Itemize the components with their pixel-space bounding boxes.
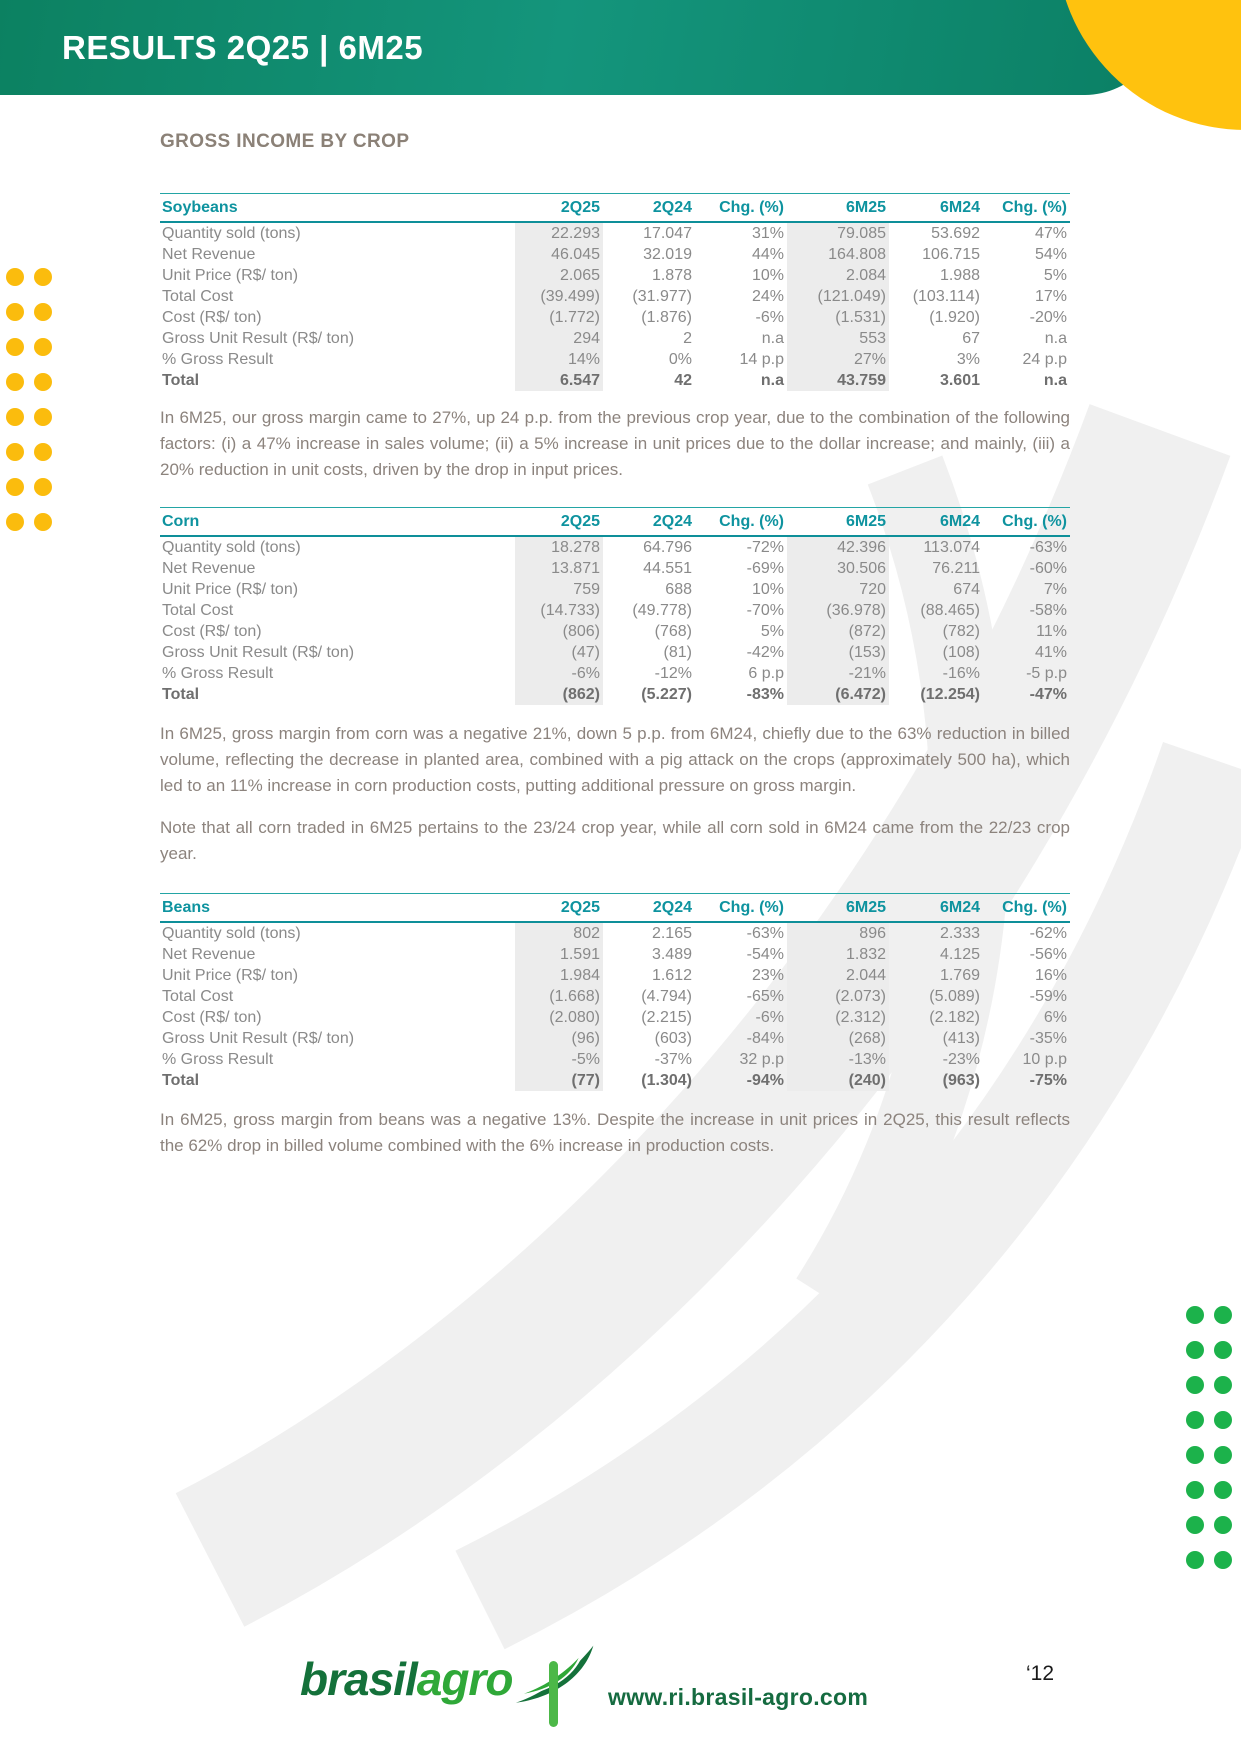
cell-value: (2.073) (787, 986, 889, 1007)
green-dots-decoration (1186, 1306, 1232, 1569)
cell-value: 896 (787, 922, 889, 944)
dot (6, 303, 24, 321)
logo-text-brasil: brasil (300, 1653, 417, 1705)
table-row (160, 922, 1070, 944)
table-row (160, 684, 1070, 705)
row-label: Net Revenue (162, 560, 256, 577)
row-label: Cost (R$/ ton) (162, 309, 262, 326)
row-label: Quantity sold (tons) (162, 539, 301, 556)
cell-value: -47% (1029, 686, 1067, 703)
cell-value: (862) (515, 684, 603, 705)
dot (1214, 1341, 1232, 1359)
soybeans-table (160, 193, 1070, 391)
cell-value: -56% (1029, 946, 1067, 963)
column-header: 2Q24 (603, 194, 695, 223)
row-label: Total (162, 686, 200, 703)
cell-value: 720 (787, 579, 889, 600)
footer-divider-bar (549, 1661, 558, 1727)
cell-value: 802 (515, 922, 603, 944)
table-row (160, 621, 1070, 642)
cell-value: 759 (515, 579, 603, 600)
cell-value: -65% (746, 988, 784, 1005)
dot (34, 373, 52, 391)
cell-value: -37% (654, 1051, 692, 1068)
table-header-row (160, 194, 1070, 223)
row-label: Net Revenue (162, 946, 256, 963)
cell-value: 76.211 (932, 560, 980, 577)
page-number: ‘12 (1026, 1662, 1055, 1685)
table-row (160, 370, 1070, 391)
cell-value: -84% (746, 1030, 784, 1047)
cell-value: 13.871 (515, 558, 603, 579)
cell-value: 44% (751, 246, 784, 263)
cell-value: 688 (665, 581, 692, 598)
dot (6, 513, 24, 531)
cell-value: 1.769 (939, 967, 980, 984)
dot (34, 478, 52, 496)
cell-value: (768) (654, 623, 692, 640)
cell-value: (603) (654, 1030, 692, 1047)
dot (1186, 1516, 1204, 1534)
yellow-dots-decoration (6, 268, 52, 531)
cell-value: -6% (755, 1009, 784, 1026)
row-label: Total Cost (162, 988, 234, 1005)
cell-value: 27% (787, 349, 889, 370)
cell-value: -13% (787, 1049, 889, 1070)
row-label: Total Cost (162, 602, 234, 619)
cell-value: -42% (746, 644, 784, 661)
cell-value: (5.089) (929, 988, 980, 1005)
cell-value: 1.612 (651, 967, 692, 984)
dot (1186, 1411, 1204, 1429)
column-header: Chg. (%) (695, 894, 787, 923)
cell-value: 17.047 (643, 225, 692, 242)
content-column (160, 0, 1070, 1159)
cell-value: (806) (515, 621, 603, 642)
cell-value: 14% (515, 349, 603, 370)
cell-value: (2.182) (929, 1009, 980, 1026)
cell-value: 79.085 (787, 222, 889, 244)
column-header: Chg. (%) (983, 508, 1070, 537)
column-header: Chg. (%) (983, 894, 1070, 923)
cell-value: 5% (760, 623, 784, 640)
row-label: % Gross Result (162, 1051, 274, 1068)
row-label: Unit Price (R$/ ton) (162, 581, 299, 598)
cell-value: 10 p.p (1022, 1051, 1067, 1068)
cell-value: -54% (746, 946, 784, 963)
dot (1214, 1376, 1232, 1394)
cell-value: (268) (787, 1028, 889, 1049)
cell-value: 32 p.p (739, 1051, 784, 1068)
column-header: 6M25 (787, 508, 889, 537)
cell-value: -72% (746, 539, 784, 556)
cell-value: n.a (761, 330, 784, 347)
table-row (160, 1070, 1070, 1091)
cell-value: 1.878 (651, 267, 692, 284)
column-header: Chg. (%) (983, 194, 1070, 223)
cell-value: (240) (787, 1070, 889, 1091)
cell-value: 44.551 (643, 560, 692, 577)
cell-value: (81) (663, 644, 692, 661)
corn-table (160, 507, 1070, 705)
cell-value: 294 (515, 328, 603, 349)
cell-value: 164.808 (787, 244, 889, 265)
dot (1186, 1481, 1204, 1499)
cell-value: 64.796 (643, 539, 692, 556)
cell-value: n.a (760, 372, 784, 389)
row-label: Total Cost (162, 288, 234, 305)
table-row (160, 244, 1070, 265)
dot (6, 268, 24, 286)
cell-value: 18.278 (515, 536, 603, 558)
column-header: 6M24 (889, 894, 983, 923)
table-row (160, 1049, 1070, 1070)
column-header: 6M24 (889, 508, 983, 537)
dot (1214, 1446, 1232, 1464)
cell-value: -60% (1029, 560, 1067, 577)
cell-value: (6.472) (787, 684, 889, 705)
cell-value: -94% (746, 1072, 784, 1089)
cell-value: -23% (942, 1051, 980, 1068)
logo-text-agro: agro (416, 1653, 513, 1705)
column-header: 6M25 (787, 894, 889, 923)
cell-value: 54% (1034, 246, 1067, 263)
row-label: Unit Price (R$/ ton) (162, 967, 299, 984)
table-row (160, 286, 1070, 307)
column-header: Chg. (%) (695, 508, 787, 537)
cell-value: 1.984 (515, 965, 603, 986)
cell-value: -5% (515, 1049, 603, 1070)
column-header: 2Q25 (515, 508, 603, 537)
cell-value: 32.019 (643, 246, 692, 263)
table-row (160, 579, 1070, 600)
cell-value: 31% (751, 225, 784, 242)
cell-value: (77) (515, 1070, 603, 1091)
cell-value: 10% (751, 267, 784, 284)
cell-value: 53.692 (931, 225, 980, 242)
cell-value: 42.396 (787, 536, 889, 558)
dot (1214, 1551, 1232, 1569)
cell-value: 4.125 (939, 946, 980, 963)
cell-value: 24 p.p (1022, 351, 1067, 368)
dot (1186, 1306, 1204, 1324)
cell-value: 6.547 (515, 370, 603, 391)
cell-value: (5.227) (641, 686, 692, 703)
row-label: Cost (R$/ ton) (162, 1009, 262, 1026)
dot (6, 478, 24, 496)
cell-value: 67 (962, 330, 980, 347)
row-label: % Gross Result (162, 351, 274, 368)
dot (1214, 1306, 1232, 1324)
cell-value: -5 p.p (1026, 665, 1067, 682)
table-row (160, 222, 1070, 244)
cell-value: -63% (746, 925, 784, 942)
column-header: 2Q25 (515, 194, 603, 223)
column-header: 2Q24 (603, 508, 695, 537)
table-row (160, 663, 1070, 684)
cell-value: 2.084 (787, 265, 889, 286)
cell-value: (39.499) (515, 286, 603, 307)
cell-value: -12% (654, 665, 692, 682)
cell-value: (96) (515, 1028, 603, 1049)
column-header: 6M24 (889, 194, 983, 223)
cell-value: 46.045 (515, 244, 603, 265)
cell-value: 43.759 (787, 370, 889, 391)
dot (1186, 1551, 1204, 1569)
row-label: % Gross Result (162, 665, 274, 682)
cell-value: (103.114) (912, 288, 980, 305)
cell-value: 3.601 (939, 372, 980, 389)
cell-value: (88.465) (920, 602, 980, 619)
cell-value: 5% (1043, 267, 1067, 284)
cell-value: -75% (1029, 1072, 1067, 1089)
column-header: 6M25 (787, 194, 889, 223)
table-row (160, 328, 1070, 349)
dot (34, 408, 52, 426)
table-row (160, 965, 1070, 986)
cell-value: (2.215) (641, 1009, 692, 1026)
cell-value: 7% (1043, 581, 1067, 598)
cell-value: 6 p.p (748, 665, 784, 682)
cell-value: (1.531) (787, 307, 889, 328)
dot (1214, 1516, 1232, 1534)
cell-value: -21% (787, 663, 889, 684)
cell-value: (36.978) (787, 600, 889, 621)
cell-value: (782) (942, 623, 980, 640)
row-label: Gross Unit Result (R$/ ton) (162, 644, 355, 661)
logo-text (300, 1653, 513, 1705)
table-header-row (160, 894, 1070, 923)
table-row (160, 600, 1070, 621)
cell-value: (47) (515, 642, 603, 663)
table-row (160, 1007, 1070, 1028)
dot (6, 443, 24, 461)
row-label: Unit Price (R$/ ton) (162, 267, 299, 284)
column-header: 2Q24 (603, 894, 695, 923)
cell-value: (1.668) (515, 986, 603, 1007)
dot (1214, 1411, 1232, 1429)
column-header: 2Q25 (515, 894, 603, 923)
cell-value: -69% (746, 560, 784, 577)
cell-value: (1.876) (641, 309, 692, 326)
corn-commentary: In 6M25, gross margin from corn was a negative 21%, down 5 p.p. from 6M24, chiefly due to the 63% reduction in billed volume, reflecting the decrease in planted area, combined with a pig attack on the crops (approximately 500 ha), which led to an 11% increase in corn production costs, putting additional pressure on gross margin. (160, 724, 1070, 795)
row-label: Quantity sold (tons) (162, 225, 301, 242)
table-row (160, 944, 1070, 965)
cell-value: 674 (953, 581, 980, 598)
cell-value: -20% (1029, 309, 1067, 326)
cell-value: (1.304) (641, 1072, 692, 1089)
cell-value: 41% (1034, 644, 1067, 661)
cell-value: (4.794) (641, 988, 692, 1005)
cell-value: 2.065 (515, 265, 603, 286)
dot (34, 443, 52, 461)
cell-value: 106.715 (922, 246, 980, 263)
row-label: Total (162, 372, 200, 389)
cell-value: 2.165 (651, 925, 692, 942)
row-label: Net Revenue (162, 246, 256, 263)
dot (34, 513, 52, 531)
dot (6, 408, 24, 426)
row-label: Gross Unit Result (R$/ ton) (162, 330, 355, 347)
cell-value: 42 (674, 372, 692, 389)
cell-value: (153) (787, 642, 889, 663)
section-title: GROSS INCOME BY CROP (160, 131, 410, 152)
page-title: RESULTS 2Q25 | 6M25 (62, 28, 424, 66)
cell-value: 1.832 (787, 944, 889, 965)
table-title: Beans (160, 894, 515, 923)
cell-value: (121.049) (787, 286, 889, 307)
beans-table (160, 893, 1070, 1091)
cell-value: -6% (515, 663, 603, 684)
cell-value: 2.333 (939, 925, 980, 942)
dot (1186, 1446, 1204, 1464)
cell-value: (963) (942, 1072, 980, 1089)
cell-value: (12.254) (920, 686, 980, 703)
cell-value: -6% (755, 309, 784, 326)
cell-value: n.a (1044, 330, 1067, 347)
cell-value: 3.489 (651, 946, 692, 963)
cell-value: 47% (1034, 225, 1067, 242)
corn-note: Note that all corn traded in 6M25 pertains to the 23/24 crop year, while all corn sold in 6M24 came from the 22/23 crop year. (160, 818, 1070, 863)
cell-value: (2.312) (787, 1007, 889, 1028)
cell-value: -70% (746, 602, 784, 619)
cell-value: (14.733) (515, 600, 603, 621)
cell-value: 553 (787, 328, 889, 349)
table-row (160, 986, 1070, 1007)
table-row (160, 536, 1070, 558)
footer-url: www.ri.brasil-agro.com (608, 1684, 869, 1710)
cell-value: 2 (683, 330, 692, 347)
row-label: Quantity sold (tons) (162, 925, 301, 942)
cell-value: 16% (1034, 967, 1067, 984)
cell-value: 0% (668, 351, 692, 368)
column-header: Chg. (%) (695, 194, 787, 223)
cell-value: 1.988 (939, 267, 980, 284)
cell-value: (413) (942, 1030, 980, 1047)
dot (1186, 1376, 1204, 1394)
table-row (160, 265, 1070, 286)
table-row (160, 558, 1070, 579)
row-label: Gross Unit Result (R$/ ton) (162, 1030, 355, 1047)
table-row (160, 642, 1070, 663)
cell-value: 3% (956, 351, 980, 368)
dot (34, 338, 52, 356)
cell-value: 113.074 (923, 539, 980, 556)
cell-value: 22.293 (515, 222, 603, 244)
cell-value: (1.772) (515, 307, 603, 328)
soybeans-commentary: In 6M25, our gross margin came to 27%, up 24 p.p. from the previous crop year, due to the combination of the following factors: (i) a 47% increase in sales volume; (ii) a 5% increase in unit prices due to the dollar increase; and mainly, (iii) a 20% reduction in unit costs, driven by the drop in input prices. (160, 408, 1070, 479)
dot (34, 303, 52, 321)
cell-value: (1.920) (929, 309, 980, 326)
dot (34, 268, 52, 286)
cell-value: 23% (751, 967, 784, 984)
dot (1186, 1341, 1204, 1359)
cell-value: 6% (1043, 1009, 1067, 1026)
table-row (160, 349, 1070, 370)
dot (6, 338, 24, 356)
cell-value: 30.506 (787, 558, 889, 579)
table-row (160, 1028, 1070, 1049)
table-row (160, 307, 1070, 328)
row-label: Total (162, 1072, 200, 1089)
cell-value: -58% (1029, 602, 1067, 619)
cell-value: 1.591 (515, 944, 603, 965)
cell-value: 17% (1034, 288, 1067, 305)
cell-value: -16% (942, 665, 980, 682)
cell-value: 24% (751, 288, 784, 305)
cell-value: (31.977) (632, 288, 692, 305)
beans-commentary: In 6M25, gross margin from beans was a negative 13%. Despite the increase in unit prices in 2Q25, this result reflects the 62% drop in billed volume combined with the 6% increase in production costs. (160, 1110, 1070, 1155)
cell-value: 14 p.p (739, 351, 784, 368)
cell-value: (108) (942, 644, 980, 661)
cell-value: (49.778) (632, 602, 692, 619)
row-label: Cost (R$/ ton) (162, 623, 262, 640)
cell-value: -35% (1029, 1030, 1067, 1047)
cell-value: -62% (1029, 925, 1067, 942)
table-title: Corn (160, 508, 515, 537)
cell-value: (872) (787, 621, 889, 642)
cell-value: 10% (751, 581, 784, 598)
cell-value: n.a (1043, 372, 1067, 389)
table-header-row (160, 508, 1070, 537)
dot (1214, 1481, 1232, 1499)
cell-value: -83% (746, 686, 784, 703)
cell-value: -59% (1029, 988, 1067, 1005)
table-title: Soybeans (160, 194, 515, 223)
cell-value: 2.044 (787, 965, 889, 986)
dot (6, 373, 24, 391)
cell-value: 11% (1036, 623, 1067, 640)
cell-value: -63% (1029, 539, 1067, 556)
cell-value: (2.080) (515, 1007, 603, 1028)
